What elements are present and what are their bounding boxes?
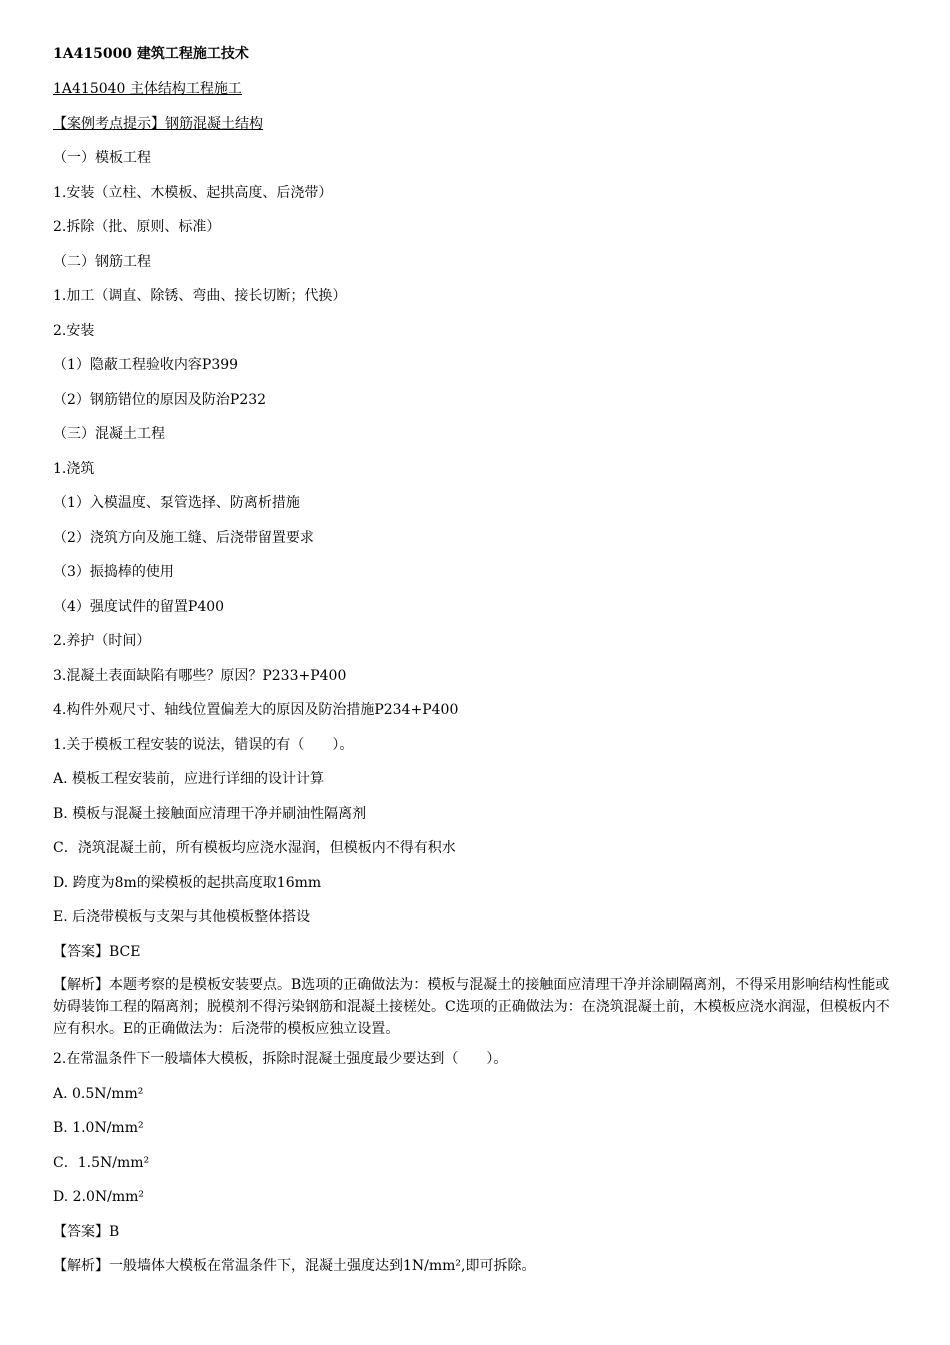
outline-line: 1.浇筑: [53, 461, 95, 477]
q2-option-a: A. 0.5N/mm²: [53, 1086, 144, 1102]
outline-line: （2）钢筋错位的原因及防治P232: [53, 392, 267, 408]
question-1: 1.关于模板工程安装的说法，错误的有（ ）。: [53, 737, 354, 753]
q2-answer: 【答案】B: [53, 1224, 120, 1240]
outline-line: 4.构件外观尺寸、轴线位置偏差大的原因及防治措施P234+P400: [53, 702, 459, 718]
q2-option-d: D. 2.0N/mm²: [53, 1189, 145, 1205]
outline-line: 1.加工（调直、除锈、弯曲、接长切断；代换）: [53, 288, 347, 304]
outline-line: 1.安装（立柱、木模板、起拱高度、后浇带）: [53, 185, 333, 201]
outline-line: 2.养护（时间）: [53, 633, 151, 649]
outline-line: （2）浇筑方向及施工缝、后浇带留置要求: [53, 530, 314, 546]
outline-line: 3.混凝土表面缺陷有哪些？原因？P233+P400: [53, 668, 347, 684]
outline-line: （1）入模温度、泵管选择、防离析措施: [53, 495, 300, 511]
q1-answer: 【答案】BCE: [53, 944, 141, 960]
q1-option-e: E. 后浇带模板与支架与其他模板整体搭设: [53, 909, 311, 925]
outline-line: （二）钢筋工程: [53, 254, 151, 270]
case-heading: 【案例考点提示】钢筋混凝土结构: [53, 116, 263, 132]
q2-analysis: 【解析】一般墙体大模板在常温条件下，混凝土强度达到1N/mm²,即可拆除。: [53, 1258, 536, 1274]
outline-line: 2.拆除（批、原则、标准）: [53, 219, 221, 235]
outline-line: （一）模板工程: [53, 150, 151, 166]
q2-option-b: B. 1.0N/mm²: [53, 1120, 144, 1136]
outline-line: 2.安装: [53, 323, 95, 339]
subsection-title: 1A415040 主体结构工程施工: [53, 81, 242, 97]
q2-option-c: C．1.5N/mm²: [53, 1155, 150, 1171]
outline-line: （三）混凝土工程: [53, 426, 165, 442]
q1-analysis: 【解析】本题考察的是模板安装要点。B选项的正确做法为：模板与混凝土的接触面应清理干净并涂刷隔离剂，不得采用影响结构性能或妨碍装饰工程的隔离剂；脱模剂不得污染钢筋和混凝土接槎处。C选项的正确做法为：在浇筑混凝土前，木模板应浇水润湿，但模板内不应有积水。E的正确做法为：后浇带的模板应独立设置。: [53, 977, 890, 1037]
q1-option-c: C．浇筑混凝土前，所有模板均应浇水湿润，但模板内不得有积水: [53, 840, 456, 856]
section-title: 1A415000 建筑工程施工技术: [53, 46, 249, 62]
outline-line: （3）振捣棒的使用: [53, 564, 174, 580]
outline-line: （4）强度试件的留置P400: [53, 599, 225, 615]
question-2: 2.在常温条件下一般墙体大模板，拆除时混凝土强度最少要达到（ ）。: [53, 1051, 508, 1067]
q1-option-b: B. 模板与混凝土接触面应清理干净并刷油性隔离剂: [53, 806, 367, 822]
q1-option-a: A. 模板工程安装前，应进行详细的设计计算: [53, 771, 325, 787]
outline-line: （1）隐蔽工程验收内容P399: [53, 357, 239, 373]
q1-option-d: D. 跨度为8m的梁模板的起拱高度取16mm: [53, 875, 322, 891]
